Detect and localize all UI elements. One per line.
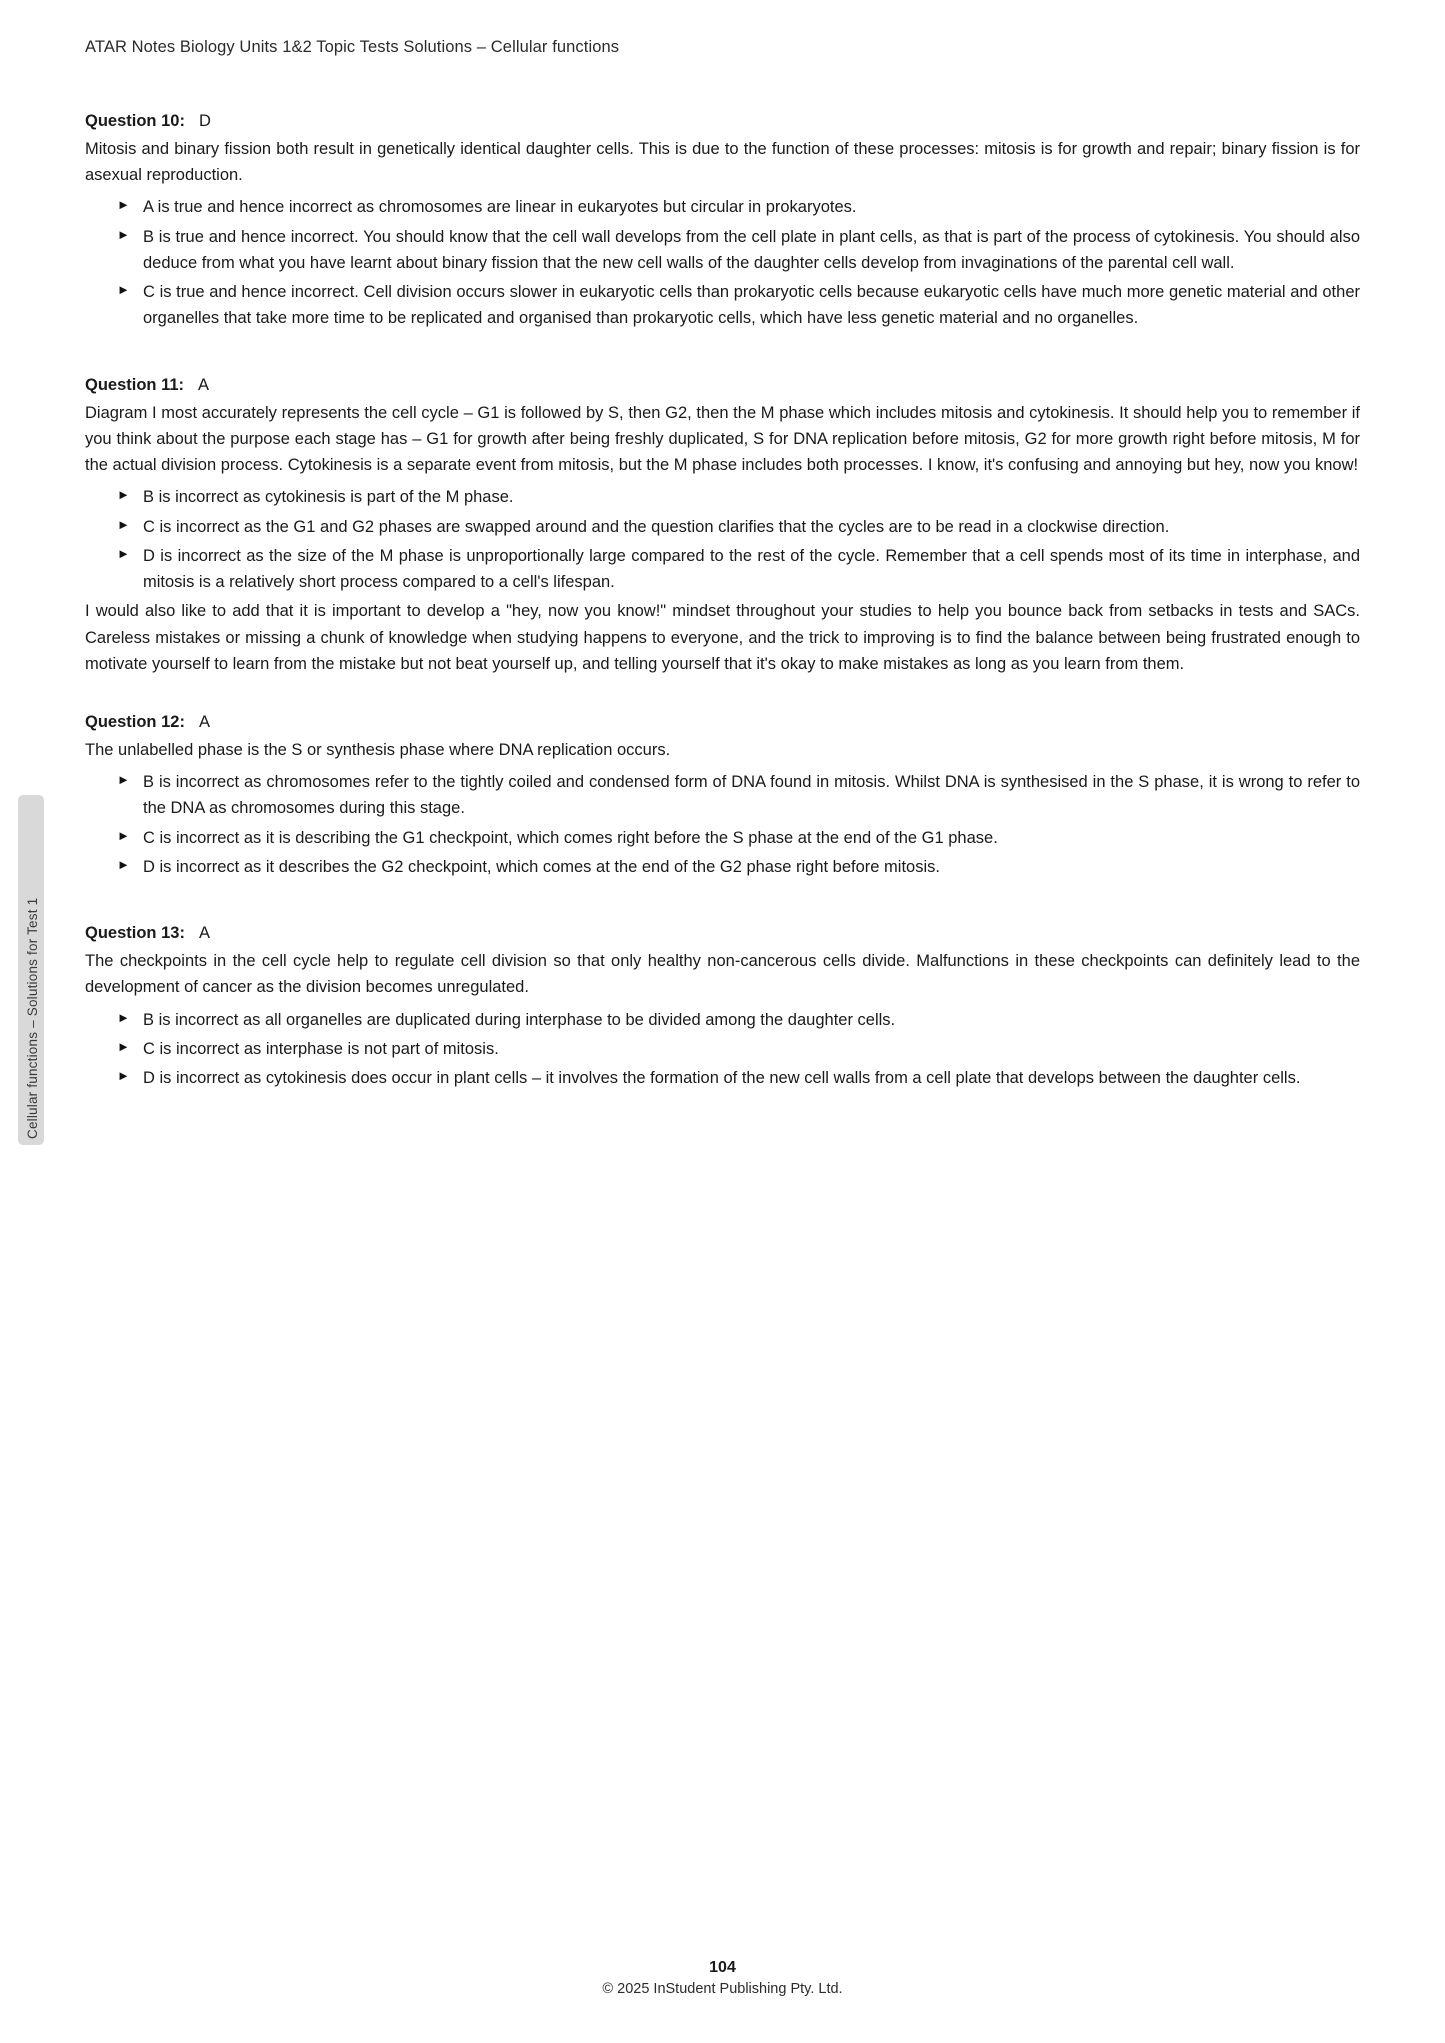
- question-13-paragraph-1: The checkpoints in the cell cycle help to regulate cell division so that only healthy non-cancerous cells divide. Malfunctions in these checkpoints can definitely lead to the development of cancer as the division becomes unregulated.: [85, 952, 1360, 997]
- side-tab-chapter-label: [18, 795, 44, 1145]
- list-item: [85, 1065, 1360, 1091]
- bullet-arrow-icon: ►: [117, 197, 130, 213]
- bullet-arrow-icon: ►: [117, 1068, 130, 1084]
- bullet-arrow-icon: ►: [117, 1009, 130, 1025]
- page-footer: [0, 1959, 1445, 1997]
- question-label-11: Question 11:: [85, 375, 185, 394]
- question-10-bullet-list: [85, 194, 1360, 331]
- list-item: [85, 279, 1360, 331]
- question-answer-12: A: [198, 712, 210, 731]
- list-item-text: A is true and hence incorrect as chromosomes are linear in eukaryotes but circular in prokaryotes.: [143, 198, 857, 217]
- list-item-text: B is incorrect as cytokinesis is part of the M phase.: [143, 488, 514, 507]
- list-item-text: B is incorrect as chromosomes refer to the tightly coiled and condensed form of DNA found in mitosis. Whilst DNA is synthesised in the S phase, it is wrong to refer to the DNA as chromosomes during this stage.: [143, 773, 1360, 818]
- question-13-bullet-list: [85, 1007, 1360, 1092]
- question-label-12: Question 12:: [85, 712, 185, 731]
- list-item: [85, 769, 1360, 821]
- bullet-arrow-icon: ►: [117, 516, 130, 532]
- question-heading-13: [85, 924, 1360, 943]
- list-item-text: D is incorrect as cytokinesis does occur in plant cells – it involves the formation of the new cell walls from a cell plate that develops between the daughter cells.: [143, 1069, 1301, 1088]
- bullet-arrow-icon: ►: [117, 487, 130, 503]
- question-11-bullet-list: [85, 484, 1360, 595]
- question-12-paragraph-1: The unlabelled phase is the S or synthesis phase where DNA replication occurs.: [85, 740, 671, 759]
- question-block-12: [85, 713, 1360, 880]
- question-11-paragraph-1: Diagram I most accurately represents the cell cycle – G1 is followed by S, then G2, then the M phase which includes mitosis and cytokinesis. It should help you to remember if you think about the purpose each stage has – G1 for growth after being freshly duplicated, S for DNA replication before mitosis, G2 for more growth right before mitosis, M for the actual division process. Cytokinesis is a separate event from mitosis, but the M phase includes both processes. I know, it's confusing and annoying but hey, now you know!: [85, 403, 1360, 475]
- bullet-arrow-icon: ►: [117, 226, 130, 242]
- list-item: [85, 224, 1360, 276]
- bullet-arrow-icon: ►: [117, 1038, 130, 1054]
- question-12-bullet-list: [85, 769, 1360, 880]
- bullet-arrow-icon: ►: [117, 827, 130, 843]
- question-block-11: [85, 376, 1360, 677]
- side-tab-text: Cellular functions – Solutions for Test 1: [25, 897, 40, 1139]
- list-item: [85, 484, 1360, 510]
- list-item: [85, 514, 1360, 540]
- list-item-text: B is incorrect as all organelles are duplicated during interphase to be divided among the daughter cells.: [143, 1010, 896, 1029]
- question-label-10: Question 10:: [85, 112, 185, 130]
- list-item-text: C is incorrect as the G1 and G2 phases are swapped around and the question clarifies that the cycles are to be read in a clockwise direction.: [143, 517, 1170, 536]
- page-number: 104: [709, 1959, 736, 1976]
- list-item: [85, 543, 1360, 595]
- question-block-13: [85, 924, 1360, 1091]
- question-heading-10: [85, 112, 1360, 131]
- copyright-notice: © 2025 InStudent Publishing Pty. Ltd.: [602, 1981, 843, 1997]
- bullet-arrow-icon: ►: [117, 282, 130, 298]
- list-item-text: D is incorrect as it describes the G2 checkpoint, which comes at the end of the G2 phase right before mitosis.: [143, 857, 940, 876]
- solutions-content: [85, 112, 1360, 1117]
- question-answer-10: D: [198, 112, 211, 130]
- list-item: [85, 1036, 1360, 1062]
- bullet-arrow-icon: ►: [117, 772, 130, 788]
- list-item-text: B is true and hence incorrect. You should know that the cell wall develops from the cell plate in plant cells, as that is part of the process of cytokinesis. You should also deduce from what you have learnt about binary fission that the new cell walls of the daughter cells develop from invaginations of the parental cell wall.: [143, 227, 1360, 272]
- question-heading-12: [85, 713, 1360, 732]
- question-10-paragraph-1: Mitosis and binary fission both result in genetically identical daughter cells. This is due to the function of these processes: mitosis is for growth and repair; binary fission is for asexual reproduction.: [85, 140, 1360, 185]
- block-spacer: [85, 703, 1360, 713]
- page-header: ATAR Notes Biology Units 1&2 Topic Tests Solutions – Cellular functions: [85, 38, 620, 56]
- question-answer-11: A: [198, 375, 210, 394]
- list-item: [85, 854, 1360, 880]
- list-item-text: C is incorrect as it is describing the G1 checkpoint, which comes right before the S phase at the end of the G1 phase.: [143, 828, 998, 847]
- bullet-arrow-icon: ►: [117, 545, 130, 561]
- list-item-text: D is incorrect as the size of the M phase is unproportionally large compared to the rest of the cycle. Remember that a cell spends most of its time in interphase, and mitosis is a relatively short process compared to a cell's lifespan.: [143, 546, 1360, 592]
- bullet-arrow-icon: ►: [117, 856, 130, 872]
- list-item-text: C is incorrect as interphase is not part of mitosis.: [143, 1039, 499, 1058]
- list-item: [85, 194, 1360, 220]
- question-11-trailing-paragraph: I would also like to add that it is important to develop a "hey, now you know!" mindset throughout your studies to help you bounce back from setbacks in tests and SACs. Careless mistakes or missing a chunk of knowledge when studying happens to everyone, and the trick to improving is to find the balance between being frustrated enough to motivate yourself to learn from the mistake but not beat yourself up, and telling yourself that it's okay to make mistakes as long as you learn from them.: [85, 602, 1360, 673]
- block-spacer: [85, 906, 1360, 924]
- list-item: [85, 825, 1360, 851]
- question-block-10: [85, 112, 1360, 332]
- list-item: [85, 1007, 1360, 1033]
- block-spacer: [85, 358, 1360, 376]
- list-item-text: C is true and hence incorrect. Cell division occurs slower in eukaryotic cells than prokaryotic cells because eukaryotic cells have much more genetic material and other organelles that take more time to be replicated and organised than prokaryotic cells, which have less genetic material and no organelles.: [143, 283, 1360, 328]
- question-heading-11: [85, 376, 1360, 395]
- question-answer-13: A: [198, 924, 210, 943]
- question-label-13: Question 13:: [85, 924, 185, 943]
